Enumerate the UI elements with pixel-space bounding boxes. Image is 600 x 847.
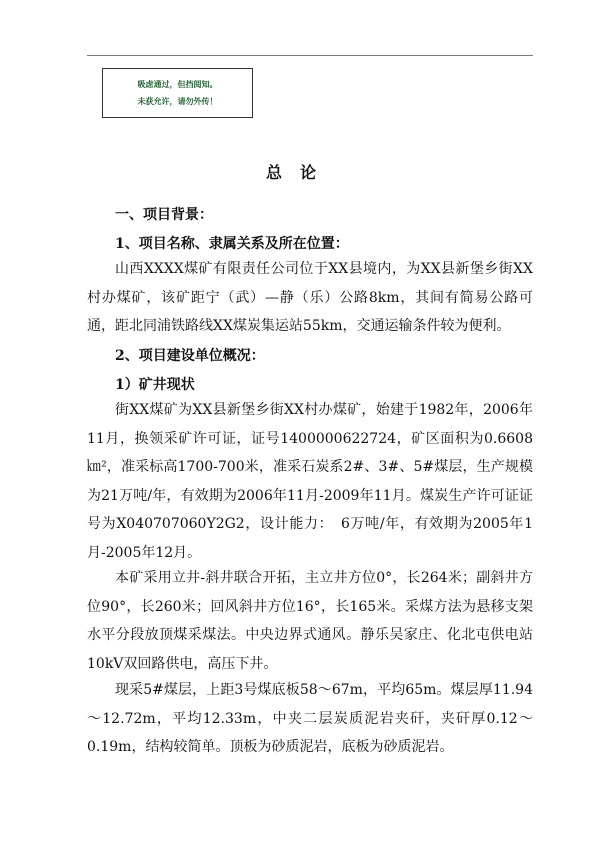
subsection-heading-name-location: 1、项目名称、隶属关系及所在位置： <box>115 236 349 252</box>
subsection-heading-unit-overview: 2、项目建设单位概况： <box>115 348 265 364</box>
paragraph-coal-seam: 现采5#煤层，上距3号煤底板58～67m，平均65m。煤层厚11.94～12.72m，平均12.33m，中夹二层炭质泥岩夹矸，夹矸厚0.12～0.19m，结构较简单。顶板为砂质泥岩，底板为砂质泥岩。 <box>87 682 533 755</box>
paragraph-development-method: 本矿采用立井-斜井联合开拓，主立井方位0°，长264米；副斜井方位90°，长260米；回风斜井方位16°，长165米。采煤方法为悬移支架水平分段放顶煤采煤法。中央边界式通风。静乐吴家庄、化北屯供电站10kV双回路供电，高压下井。 <box>87 570 533 672</box>
notice-line-2: 未获允许，请勿外传！ <box>137 97 218 106</box>
notice-line-1: 吸虑通过，但挡阅知。 <box>137 80 218 89</box>
paragraph-location: 山西XXXX煤矿有限责任公司位于XX县境内，为XX县新堡乡街XX村办煤矿，该矿距宁（武）—静（乐）公路8km，其间有简易公路可通，距北同浦铁路线XX煤炭集运站55km，交通运输条件较为便利。 <box>87 261 533 334</box>
section-heading-background: 一、项目背景： <box>115 207 213 223</box>
watermark-notice-box <box>102 68 253 118</box>
page-title: 总论 <box>265 163 334 182</box>
subsection-heading-mine-status: 1）矿井现状 <box>115 377 195 393</box>
paragraph-mine-status: 街XX煤矿为XX县新堡乡街XX村办煤矿，始建于1982年，2006年11月，换领采矿许可证，证号1400000622724，矿区面积为0.6608㎞²，准采标高1700-700米，准采石炭系2#、3#、5#煤层，生产规模为21万吨/年，有效期为2006年11月-2009年11月。煤炭生产许可证证号为X040707060Y2G2，设计能力： 6万吨/年，有效期为2005年1月-2005年12月。 <box>87 402 533 561</box>
header-rule <box>87 55 533 56</box>
